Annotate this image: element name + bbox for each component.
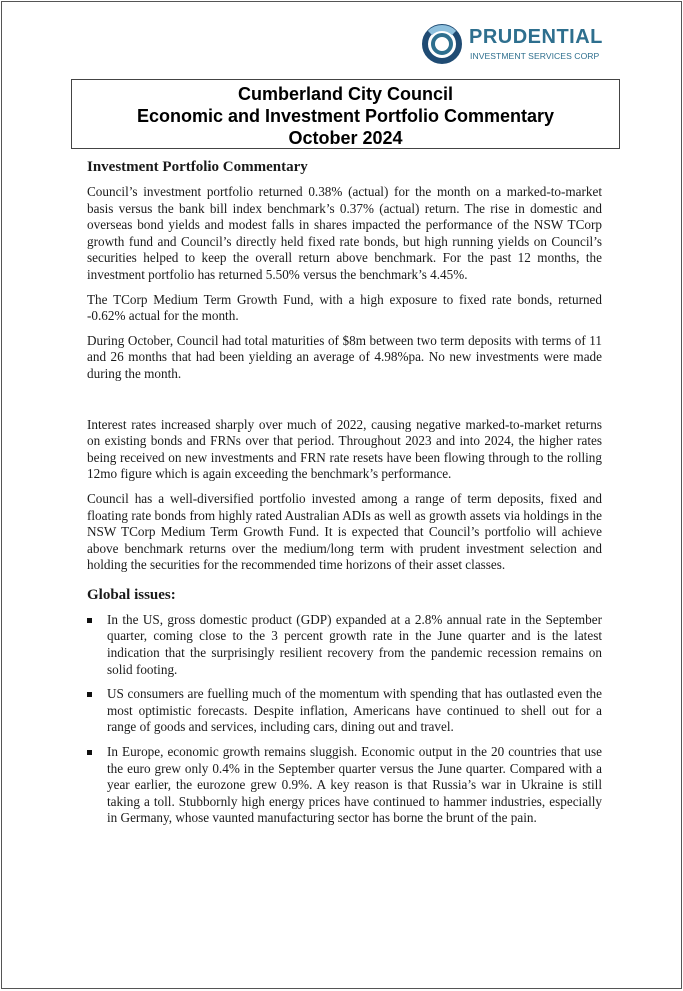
bullet-square-icon: [87, 750, 92, 755]
global-issues-list: [87, 612, 602, 827]
bullet-square-icon: [87, 618, 92, 623]
bullet-square-icon: [87, 692, 92, 697]
document-body: [87, 158, 602, 835]
list-item: [87, 686, 602, 736]
paragraph-portfolio-return: Council’s investment portfolio returned 0.38% (actual) for the month on a marked-to-market basis versus the bank bill index benchmark’s 0.37% (actual) return. The rise in domestic and overseas bond yields and modest falls in shares impacted the performance of the NSW TCorp growth fund and Council’s directly held fixed rate bonds, but high running yields on Council’s securities helped to keep the overall return above benchmark. For the past 12 months, the investment portfolio has returned 5.50% versus the benchmark’s 4.45%.: [87, 184, 602, 282]
paragraph-tcorp-fund: The TCorp Medium Term Growth Fund, with a high exposure to fixed rate bonds, returned -0.62% actual for the month.: [87, 291, 602, 324]
paragraph-interest-rates: Interest rates increased sharply over much of 2022, causing negative marked-to-market returns on existing bonds and FRNs over that period. Throughout 2023 and into 2024, the higher rates being received on new investments and FRN rate resets have been flowing through to the rolling 12mo figure which is again exceeding the benchmark’s performance.: [87, 416, 602, 482]
document-page: [1, 1, 682, 989]
paragraph-diversification: Council has a well-diversified portfolio invested among a range of term deposits, fixed and floating rate bonds from highly rated Australian ADIs as well as growth assets via holdings in the NSW TCorp Medium Term Growth Fund. It is expected that Council’s portfolio will achieve above benchmark returns over the medium/long term with prudent investment selection and holding the securities for the recommended time horizons of their asset classes.: [87, 490, 602, 573]
title-box: [71, 79, 620, 149]
logo-ring-icon: [421, 24, 465, 64]
section-heading-portfolio: Investment Portfolio Commentary: [87, 159, 308, 175]
bullet-text: In Europe, economic growth remains sluggish. Economic output in the 20 countries that use the euro grew only 0.4% in the September quarter versus the June quarter. Compared with a year earlier, the eurozone grew 0.9%. A key reason is that Russia’s war in Ukraine is still taking a toll. Stubbornly high energy prices have continued to hammer industries, especially in Germany, whose vaunted manufacturing sector has borne the brunt of the pain.: [107, 744, 602, 826]
title-council: Cumberland City Council: [237, 84, 453, 104]
paragraph-maturities: During October, Council had total maturities of $8m between two term deposits with terms of 11 and 26 months that had been yielding an average of 4.98%pa. No new investments were made during the month.: [87, 332, 602, 381]
title-period: October 2024: [288, 128, 403, 148]
logo-subtitle: INVESTMENT SERVICES CORP: [470, 51, 600, 61]
bullet-text: In the US, gross domestic product (GDP) expanded at a 2.8% annual rate in the September quarter, coming close to the 3 percent growth rate in the June quarter and is the latest indication that the surprisingly resilient recovery from the pandemic recession remains on solid footing.: [107, 611, 602, 677]
logo-name: PRUDENTIAL: [469, 26, 603, 48]
title-report: Economic and Investment Portfolio Commentary: [136, 106, 555, 126]
bullet-text: US consumers are fuelling much of the momentum with spending that has outlasted even the most optimistic forecasts. Despite inflation, Americans have continued to shell out for a range of goods and services, including cars, dining out and travel.: [107, 686, 602, 735]
section-heading-global: Global issues:: [87, 586, 176, 603]
list-item: [87, 744, 602, 827]
list-item: [87, 612, 602, 678]
